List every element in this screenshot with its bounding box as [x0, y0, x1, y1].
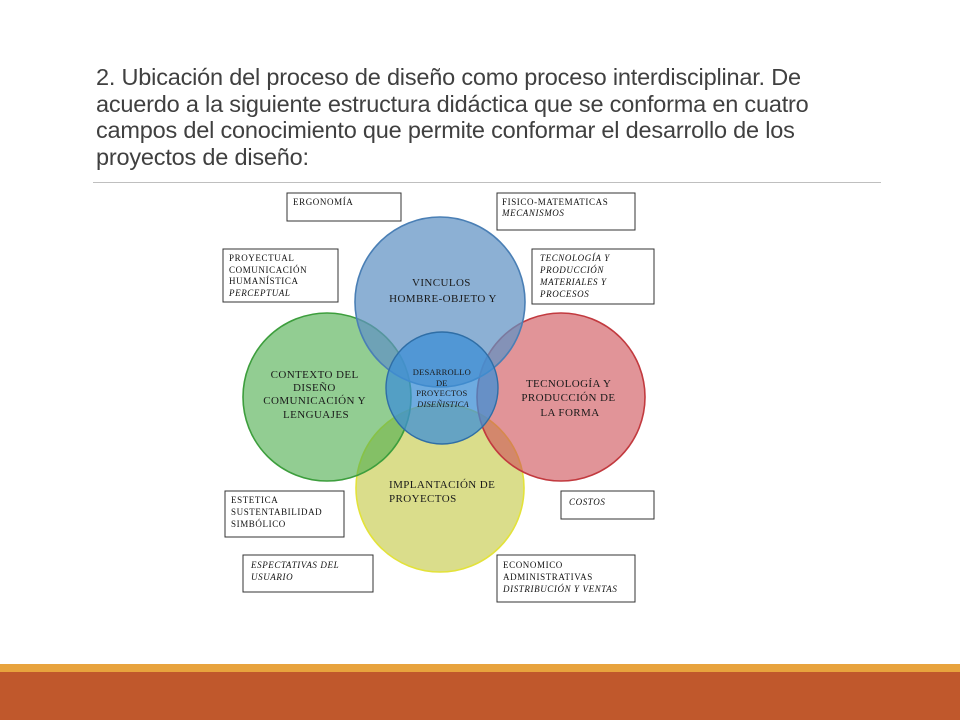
circle-left-label: CONTEXTO DEL DISEÑO COMUNICACIÓN Y LENGUAJES — [263, 369, 366, 421]
svg-text:ERGONOMÍA: ERGONOMÍA — [293, 197, 354, 207]
box-estetica — [225, 491, 344, 537]
circle-bottom-label: IMPLANTACIÓN DE PROYECTOS — [389, 479, 496, 505]
svg-text:COSTOS: COSTOS — [569, 497, 606, 507]
circle-top-label: VINCULOS HOMBRE-OBJETO Y — [389, 277, 497, 305]
box-expectativas — [243, 555, 373, 592]
svg-text:PROYECTUAL COMUNICACIÓN: PROYECTUAL COMUNICACIÓN HUMANÍSTICA PERCEPTUAL — [229, 253, 308, 298]
box-tecnologia-produccion — [532, 249, 654, 304]
box-economico — [497, 555, 635, 602]
circle-right-label: TECNOLOGÍA Y PRODUCCIÓN DE LA FORMA — [521, 378, 616, 419]
footer-bar — [0, 672, 960, 720]
footer-accent-strip — [0, 664, 960, 672]
box-ergonomia — [287, 193, 401, 221]
box-fisico-matematicas — [497, 193, 635, 230]
circle-center-label: DESARROLLO DE PROYECTOS DISEÑISTICA — [412, 367, 471, 409]
slide-title: 2. Ubicación del proceso de diseño como proceso interdisciplinar. De acuerdo a la siguiente estructura didáctica que se conforma en cuatro campos del conocimiento que permite conformar el desarrollo de los proyectos de diseño: — [96, 64, 809, 170]
svg-text:FISICO-MATEMATICAS MECAN: FISICO-MATEMATICAS MECANISMOS — [502, 197, 609, 218]
svg-text:ESTETICA SUSTENTABILIDAD: ESTETICA SUSTENTABILIDAD SIMBÓLICO — [231, 495, 323, 529]
svg-text:TECNOLOGÍA Y PRODUCCIÓN: TECNOLOGÍA Y PRODUCCIÓN MATERIALES Y PROCESOS — [540, 253, 610, 299]
svg-text:ESPECTATIVAS DEL USUARIO: ESPECTATIVAS DEL USUARIO — [251, 560, 340, 582]
svg-text:ECONOMICO ADMINISTRATIVA: ECONOMICO ADMINISTRATIVAS DISTRIBUCIÓN Y VENTAS — [503, 560, 618, 594]
box-costos — [561, 491, 654, 519]
box-proyectual — [223, 249, 338, 302]
